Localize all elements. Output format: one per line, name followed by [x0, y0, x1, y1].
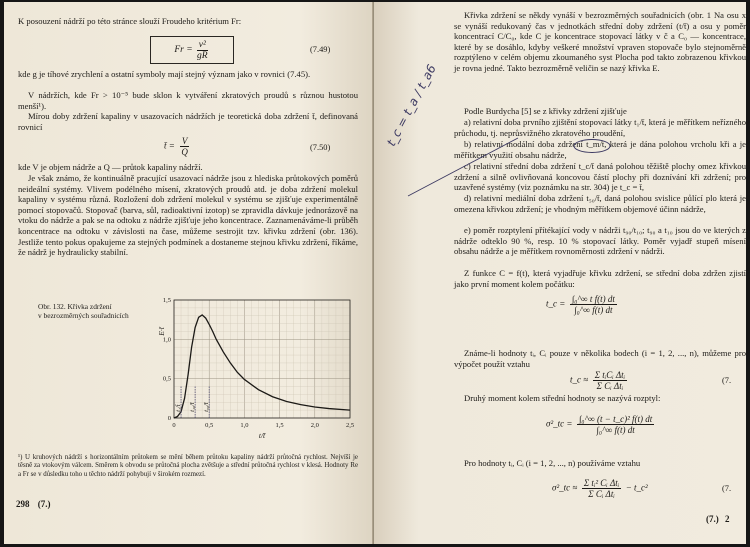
y-axis-label: E·t̄ — [157, 327, 166, 336]
variance-denominator: ∫₀^∞ f(t) dt — [596, 425, 635, 435]
x-axis-label: t/t̄ — [258, 431, 266, 440]
x-tick-label: 0 — [172, 422, 176, 429]
variance-approx-denominator: Σ Cᵢ Δtᵢ — [588, 489, 615, 499]
x-tick-label: 2,0 — [310, 422, 319, 429]
variance-numerator: ∫₀^∞ (t − t_c)² f(t) dt — [578, 414, 653, 424]
detention-time-equation — [164, 136, 190, 157]
right-paragraph-1: Křivka zdržení se někdy vynáší v bezrozměrných souřadnicích (obr. 1 Na osu x se vynáší redukovaný čas v jednotkách střední doby zdržení (t/t̄) a osu y poměr koncentrací C/C₀, kde C je koncentrace stopovací látky v č a C₀ — koncentrace, které by se dosáhlo, kdyby veškeré množství vpraven stopovače bylo stejnoměrně rozptýleno v celém objemu zkoumaného syst Plocha pod takto zobrazenou křivkou je rovna jedné. Takto bezrozměrně veličin se nazý křivka E. — [454, 10, 746, 73]
approx-lhs: t_c ≈ — [570, 374, 589, 385]
variance-approx-numerator: Σ tᵢ² Cᵢ Δtᵢ — [583, 478, 620, 488]
right-paragraph-3: Z funkce C = f(t), která vyjadřuje křivku zdržení, se střední doba zdržen zjistí jako první moment kolem počátku: — [454, 268, 746, 289]
x-tick-label: 0,5 — [205, 422, 214, 429]
annotation-label: t₁₀/t̄ — [190, 402, 197, 412]
intro-text: K posouzení nádrží po této stránce slouží Froudeho kritérium Fr: — [18, 16, 242, 26]
variance-approx-tail: − t_c² — [625, 482, 648, 493]
mean-time-lhs: t_c = — [546, 298, 566, 309]
froude-numerator: v² — [198, 39, 206, 50]
mean-time-equation — [546, 294, 617, 315]
figure-caption-line2: v bezrozměrných souřadnicích — [38, 311, 129, 320]
item-b: b) relativní modální doba zdržení t_m/t̄, která je dána polohou vrcholu kři a je měřítkem využití obsahu nádrže, — [454, 139, 746, 160]
page-number-left — [16, 499, 51, 509]
annotation-label: t₁/t̄ — [176, 404, 183, 412]
chapter-mark-left: (7.) — [37, 499, 51, 509]
right-paragraph-2: Podle Burdycha [5] se z křivky zdržení zjišťuje — [464, 106, 627, 116]
froude-denominator: gR — [197, 50, 208, 61]
eq-number-approx: (7. — [722, 376, 732, 385]
approx-numerator: Σ tᵢCᵢ Δtᵢ — [594, 370, 626, 380]
handwritten-circle — [572, 138, 612, 154]
approx-denominator: Σ Cᵢ Δtᵢ — [596, 381, 624, 391]
item-e: e) poměr rozptylení přítékající vody v nádrži t₉₀/t₁₀; t₉₀ a t₁₀ jsou do ve kterých z nádrže odteklo 90 %, resp. 10 % stopovací látky. Poměr vyjadř stupeň mísení obsahu nádrže a je měřítkem rovnoměrnosti zdržení v nádrži. — [454, 225, 746, 257]
page-number-right-value: 2 — [725, 514, 730, 524]
x-tick-label: 1,5 — [275, 422, 284, 429]
chapter-mark-right: (7.) — [706, 514, 719, 524]
y-tick-label: 0 — [167, 415, 171, 422]
mean-time-approx-equation — [570, 370, 627, 391]
figure-caption — [38, 302, 156, 320]
variance-approx-fraction — [582, 478, 621, 499]
y-tick-label: 1,5 — [162, 297, 171, 304]
variance-equation — [546, 414, 654, 435]
item-a: a) relativní doba prvního zjištění stopovací látky t₁/t̄, která je měřítkem neřízného průchodu, tj. neprůsvižného zkratového proudění, — [454, 117, 746, 138]
froude-fraction — [195, 40, 210, 61]
x-tick-label: 2,5 — [345, 422, 355, 429]
handwritten-note: t_c = t_a / t_a6 — [384, 62, 439, 149]
right-page — [374, 2, 746, 544]
footnote: ¹) U kruhových nádrží s horizontálním průtokem se mění během průtoku kapaliny nádrží průtočná rychlost. Nejvíší je těsně za vtokovým válcem. Směrem k obvodu se průtočná plocha zvětšuje a střední průtočná rychlost v klesá. Hodnoty Re a Fr se v důsledku toho u těchto nádrží pohybují v širokém rozmezí. — [18, 454, 358, 478]
paragraph-4: kde V je objem nádrže a Q — průtok kapaliny nádrží. — [18, 162, 203, 172]
mean-time-denominator: ∫₀^∞ f(t) dt — [574, 305, 613, 315]
approx-fraction — [593, 370, 627, 391]
y-tick-label: 1,0 — [162, 336, 171, 344]
right-paragraph-4: Známe-li hodnoty tᵢ, Cᵢ pouze v několika bodech (i = 1, 2, ..., n), můžeme pro výpočet použít vztahu — [454, 348, 746, 369]
right-paragraph-5: Druhý moment kolem střední hodnoty se nazývá rozptyl: — [464, 393, 661, 403]
froude-lhs: Fr = — [174, 45, 193, 55]
variance-approx-lhs: σ²_tc ≈ — [552, 482, 578, 493]
eq-number-749: (7.49) — [310, 45, 331, 54]
residence-time-curve — [174, 315, 350, 418]
figure-caption-line1: Obr. 132. Křivka zdržení — [38, 302, 112, 311]
eq-number-750: (7.50) — [310, 143, 331, 152]
detention-fraction — [179, 136, 190, 157]
chart-marks — [174, 315, 350, 418]
eq-number-variance: (7. — [722, 484, 732, 493]
residence-time-chart — [144, 292, 369, 448]
right-paragraph-6: Pro hodnoty tᵢ, Cᵢ (i = 1, 2, ..., n) používáme vztahu — [464, 458, 641, 468]
x-tick-label: 1,0 — [240, 422, 249, 429]
paragraph-3: Mírou doby zdržení kapaliny v usazovacích nádržích je teoretická doba zdržení t̄, definovaná rovnicí — [18, 111, 358, 132]
item-c: c) relativní střední doba zdržení t_c/t̄ daná polohou těžiště plochy omez křivkou zdržení a silně ovlivňovaná koncovou částí plochy při doznívání kři zdržení; pro uzavřené systémy (viz poznámku na str. 304) je t_c = t̄, — [454, 161, 746, 193]
paragraph-5: Je však známo, že kontinuálně pracující usazovací nádrže jsou z hlediska průtokových poměrů neideální systémy. Vlivem podélného mísení, zkratových proudů atd. je doba zdržení molekul kapaliny v systému různá. Rozložení dob zdržení molekul v systému se zjišťuje experimentálně pomocí stopovačů. Stopovač (barva, sůl, radioaktivní izotop) se zpravidla dávkuje jednorázově na vtoku do nádrže a pak se na odtoku z nádrže zjišťuje jeho koncentrace. Zaznamenáváme-li průběh koncentrace na odtoku v závislosti na čase, můžeme sestrojit tzv. křivku zdržení (obr. 136). Jestliže tento pokus opakujeme za stejných podmínek a dostaneme stejnou křivku zdržení, říkáme, že nádrž je hydraulicky stabilní. — [18, 173, 358, 258]
chart-grid — [174, 300, 350, 418]
froude-equation-box — [150, 36, 234, 64]
mean-time-fraction — [570, 294, 617, 315]
paragraph-2: V nádržích, kde Fr > 10⁻⁵ bude sklon k vytváření zkratových proudů s různou hustotou menší¹). — [18, 90, 358, 111]
y-tick-label: 0,5 — [162, 375, 171, 383]
chart-ticks — [157, 297, 354, 440]
paragraph-1: kde g je tíhové zrychlení a ostatní symboly mají stejný význam jako v rovnici (7.45). — [18, 69, 311, 79]
page-number-value: 298 — [16, 499, 30, 509]
detention-numerator: V — [181, 136, 188, 146]
mean-time-numerator: ∫₀^∞ t f(t) dt — [571, 294, 615, 304]
detention-denominator: Q — [181, 147, 188, 157]
variance-fraction — [577, 414, 654, 435]
detention-lhs: t̄ = — [164, 140, 175, 151]
annotation-label: t₉₀/t̄ — [204, 402, 211, 412]
page-number-right — [706, 514, 730, 524]
left-page — [4, 2, 374, 544]
chart-frame — [174, 300, 350, 418]
chart-axes — [174, 300, 350, 418]
handwritten-arrow — [404, 132, 524, 202]
item-d: d) relativní mediální doba zdržení t₅₀/t̄, daná polohou svislice půlící plo která je omezena křivkou zdržení; je vhodným měřítkem objemové účinn nádrže, — [454, 193, 746, 214]
variance-lhs: σ²_tc = — [546, 418, 573, 429]
variance-approx-equation — [552, 478, 648, 499]
